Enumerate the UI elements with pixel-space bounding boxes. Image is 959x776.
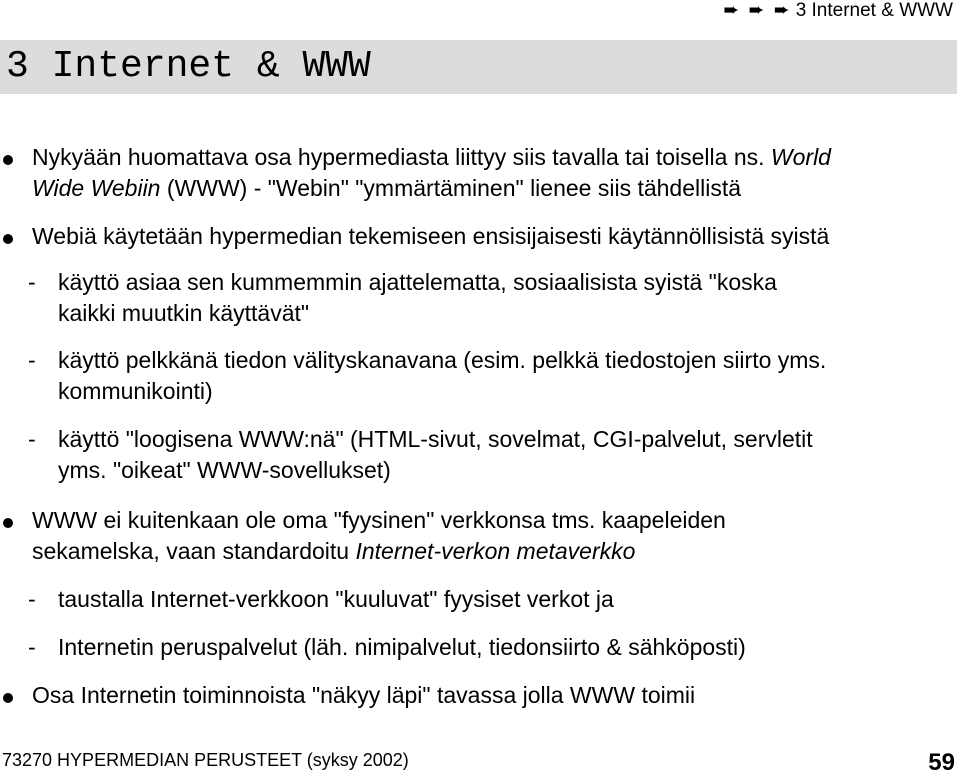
slide-title: 3 Internet & WWW [6, 45, 371, 88]
arrow-right-icon: ➨ ➨ ➨ [723, 0, 792, 21]
bullet-dot-icon [3, 155, 13, 165]
dash-marker: - [28, 426, 36, 452]
footer-course: 73270 HYPERMEDIAN PERUSTEET (syksy 2002) [2, 750, 409, 770]
sub-item [28, 267, 938, 329]
item-text: käyttö pelkkänä tiedon välityskanavana (esim. pelkkä tiedostojen siirto yms. [58, 347, 827, 373]
item-line [32, 173, 937, 204]
item-text: kaikki muutkin käyttävät" [58, 300, 310, 326]
bullet-dot-icon [3, 234, 13, 244]
title-bar [0, 40, 957, 94]
bullet-dot-icon [3, 518, 13, 528]
item-text: Webiä käytetään hypermedian tekemiseen ensisijaisesti käytännöllisistä syistä [32, 223, 830, 249]
item-text-italic: Wide Webiin [32, 175, 161, 201]
item-text: Nykyään huomattava osa hypermediasta liittyy siis tavalla tai toisella ns. [32, 144, 771, 170]
item-text: Osa Internetin toiminnoista "näkyy läpi" tavassa jolla WWW toimii [32, 682, 696, 708]
bullet-item [32, 505, 937, 567]
item-text: käyttö asiaa sen kummemmin ajattelematta, sosiaalisista syistä "koska [58, 269, 777, 295]
dash-marker: - [28, 634, 36, 660]
sub-item [28, 424, 938, 486]
item-text: sekamelska, vaan standardoitu [32, 538, 356, 564]
bullet-item [32, 680, 937, 711]
item-text: yms. "oikeat" WWW-sovellukset) [58, 457, 391, 483]
item-text: taustalla Internet-verkkoon "kuuluvat" fyysiset verkot ja [58, 586, 614, 612]
dash-marker: - [28, 269, 36, 295]
sub-item [28, 632, 938, 663]
item-text: (WWW) - "Webin" "ymmärtäminen" lienee siis tähdellistä [160, 175, 742, 201]
item-line [32, 536, 937, 567]
item-text: käyttö "loogisena WWW:nä" (HTML-sivut, sovelmat, CGI-palvelut, servletit [58, 426, 813, 452]
dash-marker: - [28, 347, 36, 373]
item-text: kommunikointi) [58, 378, 213, 404]
bullet-item [32, 142, 937, 204]
item-text: Internetin peruspalvelut (läh. nimipalvelut, tiedonsiirto & sähköposti) [58, 634, 746, 660]
item-text: WWW ei kuitenkaan ole oma "fyysinen" verkkonsa tms. kaapeleiden [32, 507, 726, 533]
item-line [32, 142, 937, 173]
bullet-dot-icon [3, 693, 13, 703]
item-text-italic: Internet-verkon metaverkko [355, 538, 636, 564]
item-text-italic: World [770, 144, 831, 170]
page-number: 59 [928, 749, 955, 776]
bullet-item [32, 221, 937, 252]
dash-marker: - [28, 586, 36, 612]
sub-item [28, 345, 938, 407]
breadcrumb-label: 3 Internet & WWW [795, 0, 953, 21]
header-breadcrumb [723, 0, 953, 22]
sub-item [28, 584, 938, 615]
